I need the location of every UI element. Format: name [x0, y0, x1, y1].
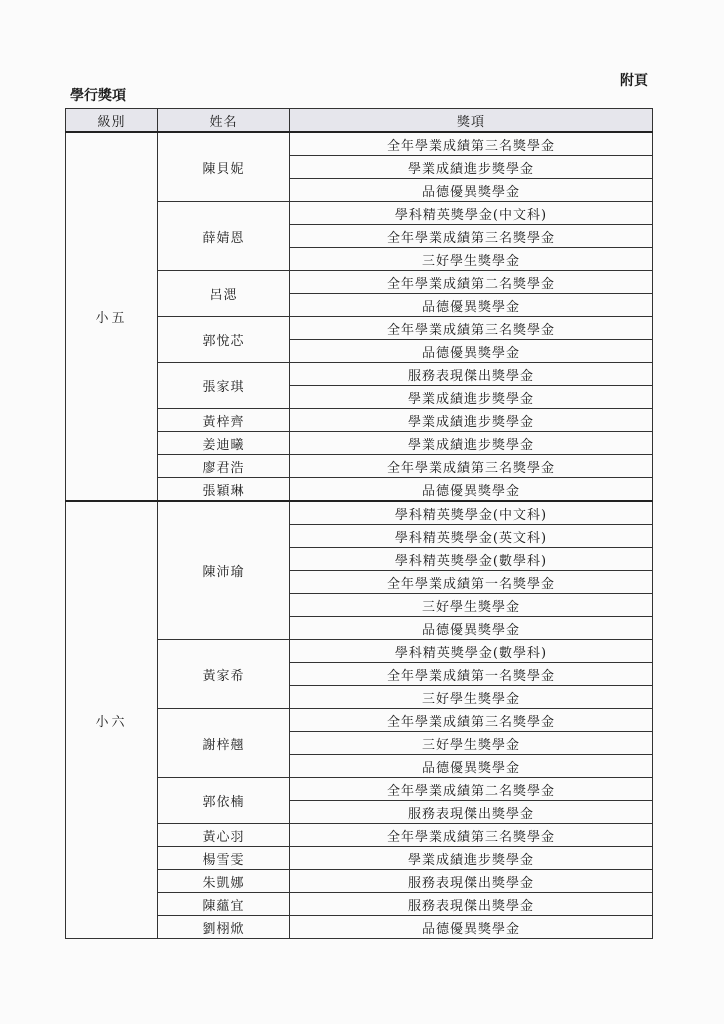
award-cell: 學業成績進步獎學金: [290, 409, 653, 432]
grade-cell: 小五: [66, 132, 158, 501]
table-header-row: [66, 109, 653, 133]
award-cell: 全年學業成績第三名獎學金: [290, 132, 653, 156]
appendix-label: 附頁: [620, 73, 648, 89]
award-cell: 學業成績進步獎學金: [290, 432, 653, 455]
award-cell: 品德優異獎學金: [290, 916, 653, 939]
section-title: 學行獎項: [70, 88, 126, 104]
award-cell: 三好學生獎學金: [290, 248, 653, 271]
student-name-cell: 姜迪曦: [158, 432, 290, 455]
award-cell: 全年學業成績第三名獎學金: [290, 709, 653, 732]
award-cell: 學業成績進步獎學金: [290, 847, 653, 870]
award-cell: 學科精英獎學金(中文科): [290, 501, 653, 525]
award-cell: 學科精英獎學金(數學科): [290, 548, 653, 571]
student-name-cell: 薛婧恩: [158, 202, 290, 271]
award-cell: 品德優異獎學金: [290, 179, 653, 202]
student-name-cell: 張穎琳: [158, 478, 290, 502]
award-cell: 全年學業成績第三名獎學金: [290, 317, 653, 340]
student-name-cell: 黃家希: [158, 640, 290, 709]
awards-table: [65, 108, 653, 939]
award-cell: 品德優異獎學金: [290, 478, 653, 502]
award-cell: 服務表現傑出獎學金: [290, 801, 653, 824]
award-cell: 品德優異獎學金: [290, 755, 653, 778]
column-header-name: 姓名: [158, 109, 290, 133]
student-name-cell: 陳沛瑜: [158, 501, 290, 640]
award-cell: 品德優異獎學金: [290, 294, 653, 317]
award-cell: 三好學生獎學金: [290, 732, 653, 755]
student-name-cell: 陳蘊宜: [158, 893, 290, 916]
column-header-grade: 級別: [66, 109, 158, 133]
table-row: [66, 501, 653, 525]
table-row: [66, 132, 653, 156]
award-cell: 三好學生獎學金: [290, 594, 653, 617]
award-cell: 服務表現傑出獎學金: [290, 893, 653, 916]
student-name-cell: 張家琪: [158, 363, 290, 409]
award-cell: 服務表現傑出獎學金: [290, 363, 653, 386]
student-name-cell: 郭依楠: [158, 778, 290, 824]
grade-cell: 小六: [66, 501, 158, 939]
award-cell: 全年學業成績第三名獎學金: [290, 455, 653, 478]
grade-group: [66, 501, 653, 939]
award-cell: 學科精英獎學金(英文科): [290, 525, 653, 548]
award-cell: 品德優異獎學金: [290, 617, 653, 640]
award-cell: 品德優異獎學金: [290, 340, 653, 363]
student-name-cell: 陳貝妮: [158, 132, 290, 202]
award-cell: 服務表現傑出獎學金: [290, 870, 653, 893]
student-name-cell: 謝梓翹: [158, 709, 290, 778]
award-cell: 學科精英獎學金(中文科): [290, 202, 653, 225]
student-name-cell: 郭悅芯: [158, 317, 290, 363]
award-cell: 全年學業成績第三名獎學金: [290, 225, 653, 248]
student-name-cell: 劉栩焮: [158, 916, 290, 939]
student-name-cell: 呂㴓: [158, 271, 290, 317]
award-cell: 學業成績進步獎學金: [290, 156, 653, 179]
grade-group: [66, 132, 653, 501]
award-cell: 全年學業成績第二名獎學金: [290, 778, 653, 801]
student-name-cell: 朱凱娜: [158, 870, 290, 893]
column-header-award: 獎項: [290, 109, 653, 133]
student-name-cell: 楊雪雯: [158, 847, 290, 870]
award-cell: 全年學業成績第一名獎學金: [290, 571, 653, 594]
student-name-cell: 黃梓齊: [158, 409, 290, 432]
award-cell: 全年學業成績第二名獎學金: [290, 271, 653, 294]
award-cell: 學業成績進步獎學金: [290, 386, 653, 409]
student-name-cell: 黃心羽: [158, 824, 290, 847]
award-cell: 三好學生獎學金: [290, 686, 653, 709]
award-cell: 學科精英獎學金(數學科): [290, 640, 653, 663]
award-cell: 全年學業成績第三名獎學金: [290, 824, 653, 847]
student-name-cell: 廖君浩: [158, 455, 290, 478]
award-cell: 全年學業成績第一名獎學金: [290, 663, 653, 686]
